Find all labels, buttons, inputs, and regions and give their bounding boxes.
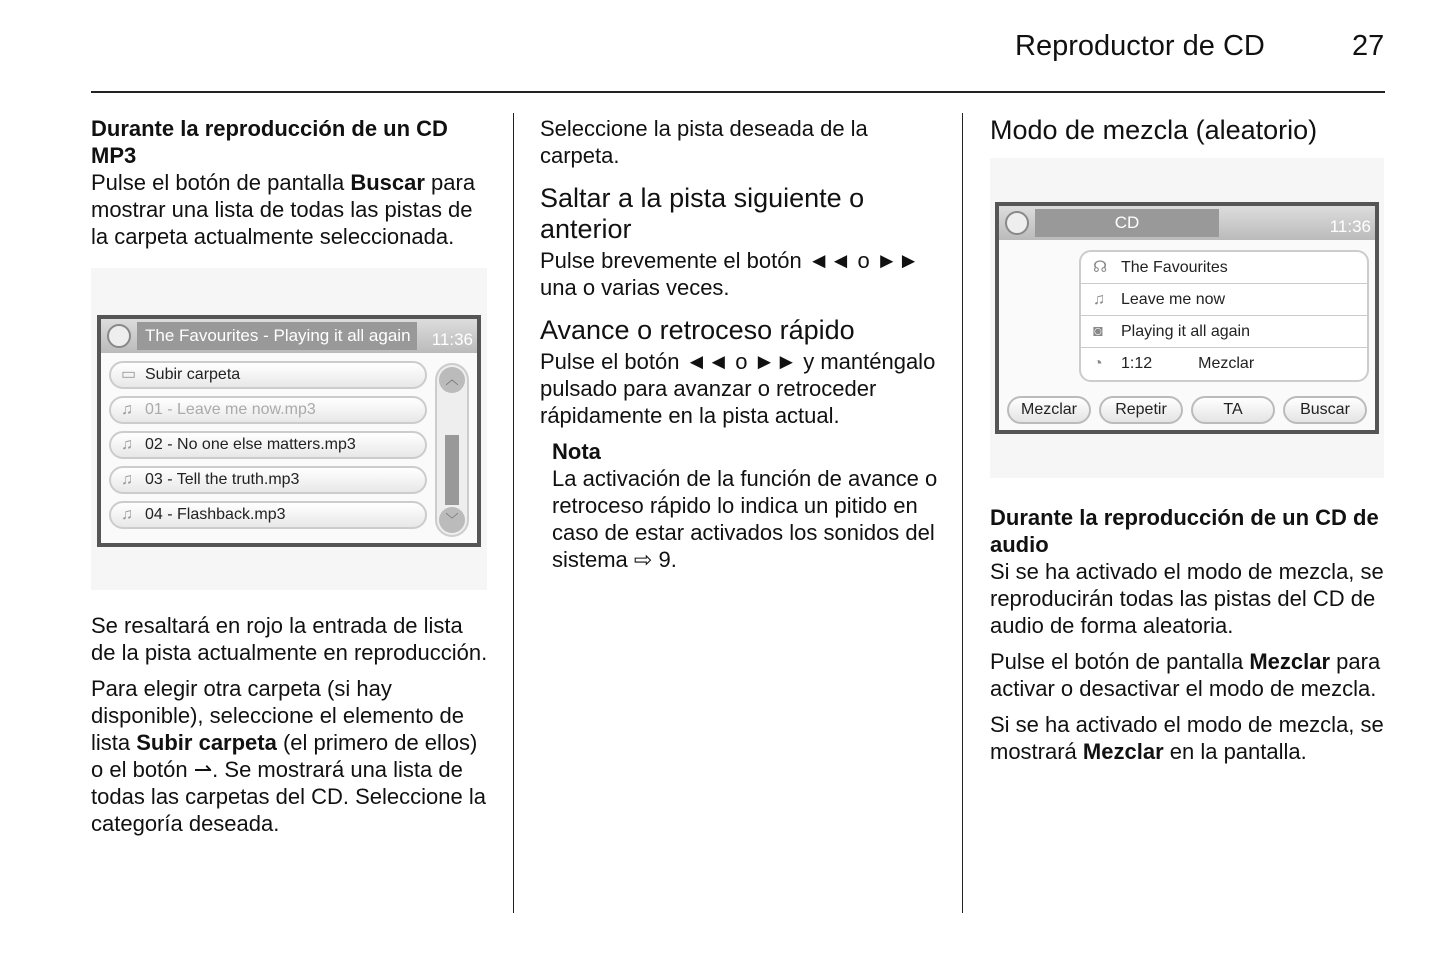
column-divider <box>513 113 514 913</box>
track-info-panel <box>1079 250 1369 382</box>
folder-icon: ▭ <box>121 366 137 383</box>
text: Pulse brevemente el botón ◄◄ o ►► una o varias veces. <box>540 248 920 300</box>
artist: The Favourites <box>1121 259 1228 276</box>
list-item: Subir carpeta <box>145 366 241 383</box>
search-button[interactable]: Buscar <box>1283 396 1367 424</box>
ta-button[interactable]: TA <box>1191 396 1275 424</box>
middle-column <box>540 115 938 573</box>
left-column <box>91 115 491 846</box>
mp3-list-screenshot <box>91 268 487 590</box>
section-heading: Avance o retroceso rápido <box>540 315 855 345</box>
text: Seleccione la pista deseada de la carpeta. <box>540 116 868 168</box>
disc-icon <box>107 324 131 348</box>
note <box>552 438 938 573</box>
section-heading: Modo de mezcla (aleatorio) <box>990 115 1318 145</box>
note-text: La activación de la función de avance o retroceso rápido lo indica un pitido en caso de estar activados los sonidos del sistema ⇨ 9. <box>552 466 938 572</box>
clock: 11:36 <box>431 330 473 349</box>
text: Pulse el botón ◄◄ o ►► y manténgalo pulsado para avanzar o retroceder rápidamente en la pista actual. <box>540 349 936 428</box>
list-item: 02 - No one else matters.mp3 <box>145 436 356 453</box>
list-item: 04 - Flashback.mp3 <box>145 506 286 523</box>
list-item: 03 - Tell the truth.mp3 <box>145 471 300 488</box>
shuffle-button[interactable]: Mezclar <box>1007 396 1091 424</box>
clock: 11:36 <box>1329 217 1371 236</box>
text: (el primero de ellos) o el botón ⇀. Se mostrará una lista de todas las carpetas del CD. Seleccione la categoría deseada. <box>91 730 486 836</box>
artist-icon: ☊ <box>1093 259 1108 276</box>
music-note-icon: ♫ <box>121 506 133 523</box>
track: Leave me now <box>1121 291 1226 308</box>
mode-indicator: Mezclar <box>1198 355 1255 372</box>
clock-icon: ◔ <box>1093 355 1103 372</box>
screen-title: The Favourites - Playing it all again <box>137 322 417 350</box>
text: Pulse el botón de pantalla <box>91 170 351 195</box>
subheading: Durante la reproducción de un CD de audio <box>990 505 1379 557</box>
subheading: Durante la reproducción de un CD MP3 <box>91 116 448 168</box>
text: para mostrar una lista de todas las pistas de la carpeta actualmente seleccionada. <box>91 170 476 249</box>
section-title: Reproductor de CD <box>1015 30 1265 62</box>
note-title: Nota <box>552 439 601 464</box>
elapsed-time: 1:12 <box>1121 355 1153 372</box>
text: Pulse el botón de pantalla <box>990 649 1250 674</box>
music-note-icon: ♫ <box>121 436 133 453</box>
album-icon: ◙ <box>1093 323 1103 340</box>
column-divider <box>962 113 963 913</box>
screen-title: CD <box>1035 209 1219 237</box>
text-bold: Mezclar <box>1249 649 1331 674</box>
scrollbar <box>435 363 469 537</box>
chevron-down-icon: ﹀ <box>439 507 465 533</box>
text: en la pantalla. <box>1163 739 1307 764</box>
text-bold: Subir carpeta <box>136 730 277 755</box>
text-bold: Buscar <box>350 170 425 195</box>
music-note-icon: ♫ <box>121 401 133 418</box>
text-bold: Mezclar <box>1082 739 1164 764</box>
right-column <box>990 115 1386 774</box>
text: Si se ha activado el modo de mezcla, se mostrará <box>990 712 1384 764</box>
music-note-icon: ♫ <box>121 471 133 488</box>
text: Para elegir otra carpeta (si hay disponible), seleccione el elemento de lista <box>91 676 465 755</box>
header-divider <box>91 91 1385 93</box>
section-heading: Saltar a la pista siguiente o anterior <box>540 183 865 244</box>
cd-shuffle-screenshot <box>990 158 1384 478</box>
list-item: 01 - Leave me now.mp3 <box>145 401 316 418</box>
disc-icon <box>1005 211 1029 235</box>
album: Playing it all again <box>1121 323 1250 340</box>
page-number: 27 <box>1352 30 1385 62</box>
chevron-up-icon: ︿ <box>439 367 465 393</box>
text: Se resaltará en rojo la entrada de lista de la pista actualmente en reproducción. <box>91 613 488 665</box>
text: para activar o desactivar el modo de mezcla. <box>990 649 1381 701</box>
text: Si se ha activado el modo de mezcla, se reproducirán todas las pistas del CD de audio de forma aleatoria. <box>990 559 1384 638</box>
music-note-icon: ♫ <box>1093 291 1105 308</box>
repeat-button[interactable]: Repetir <box>1099 396 1183 424</box>
